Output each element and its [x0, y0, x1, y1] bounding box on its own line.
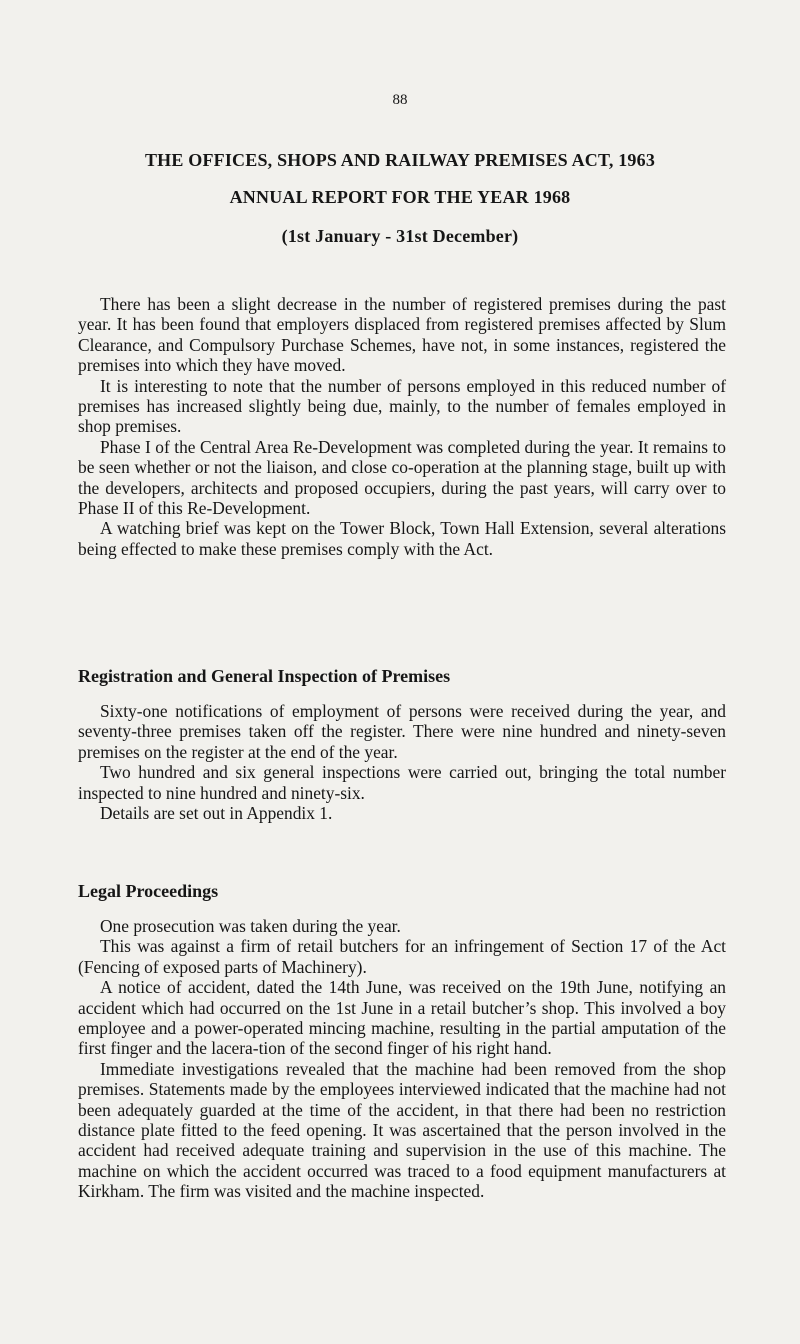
registration-paragraph: Sixty-one notifications of employment of persons were received during the year, and seventy-three premises taken off the register. There were nine hundred and ninety-seven premises on the register at the end of the year. — [78, 701, 726, 762]
intro-paragraph: There has been a slight decrease in the number of registered premises during the past year. It has been found that employers displaced from registered premises affected by Slum Clearance, and Compulsory Purchase Schemes, have not, in some instances, registered the premises into which they have moved. — [78, 294, 726, 376]
report-title: ANNUAL REPORT FOR THE YEAR 1968 — [229, 187, 571, 207]
legal-paragraph: This was against a firm of retail butchers for an infringement of Section 17 of the Act (Fencing of exposed parts of Machinery). — [78, 936, 726, 977]
legal-paragraph: One prosecution was taken during the year. — [100, 916, 401, 936]
registration-section — [78, 665, 726, 823]
legal-paragraph: Immediate investigations revealed that the machine had been removed from the shop premises. Statements made by the employees interviewed indicated that the machine had not been adequately guarded at the time of the accident, in that there had been no restriction distance plate fitted to the feed opening. It was ascertained that the person involved in the accident had received adequate training and supervision in the use of this machine. The machine on which the accident occurred was traced to a food equipment manufacturers at Kirkham. The firm was visited and the machine inspected. — [78, 1058, 726, 1202]
registration-paragraph: Two hundred and six general inspections were carried out, bringing the total number inspected to nine hundred and ninety-six. — [78, 762, 726, 803]
intro-paragraph: Phase I of the Central Area Re-Development was completed during the year. It remains to be seen whether or not the liaison, and close co-operation at the planning stage, built up with the developers, architects and proposed occupiers, during the past years, will carry over to Phase II of this Re-Development. — [78, 436, 726, 519]
registration-heading: Registration and General Inspection of Premises — [78, 666, 451, 686]
registration-paragraph: Details are set out in Appendix 1. — [100, 803, 333, 824]
report-period: (1st January - 31st December) — [281, 226, 519, 246]
legal-section — [78, 880, 726, 1202]
intro-section — [78, 294, 726, 559]
intro-paragraph: A watching brief was kept on the Tower Block, Town Hall Extension, several alterations being effected to make these premises comply with the Act. — [78, 518, 726, 559]
intro-paragraph: It is interesting to note that the number of persons employed in this reduced number of premises has increased slightly being due, mainly, to the number of females employed in shop premises. — [78, 375, 726, 437]
document-title: THE OFFICES, SHOPS AND RAILWAY PREMISES ACT, 1963 — [144, 150, 656, 170]
page-number: 88 — [392, 92, 408, 108]
legal-heading: Legal Proceedings — [78, 881, 219, 901]
legal-paragraph: A notice of accident, dated the 14th June, was received on the 19th June, notifying an accident which had occurred on the 1st June in a retail butcher’s shop. This involved a boy employee and a power-operated mincing machine, resulting in the partial amputation of the first finger and the lacera-tion of the second finger of his right hand. — [78, 977, 726, 1059]
